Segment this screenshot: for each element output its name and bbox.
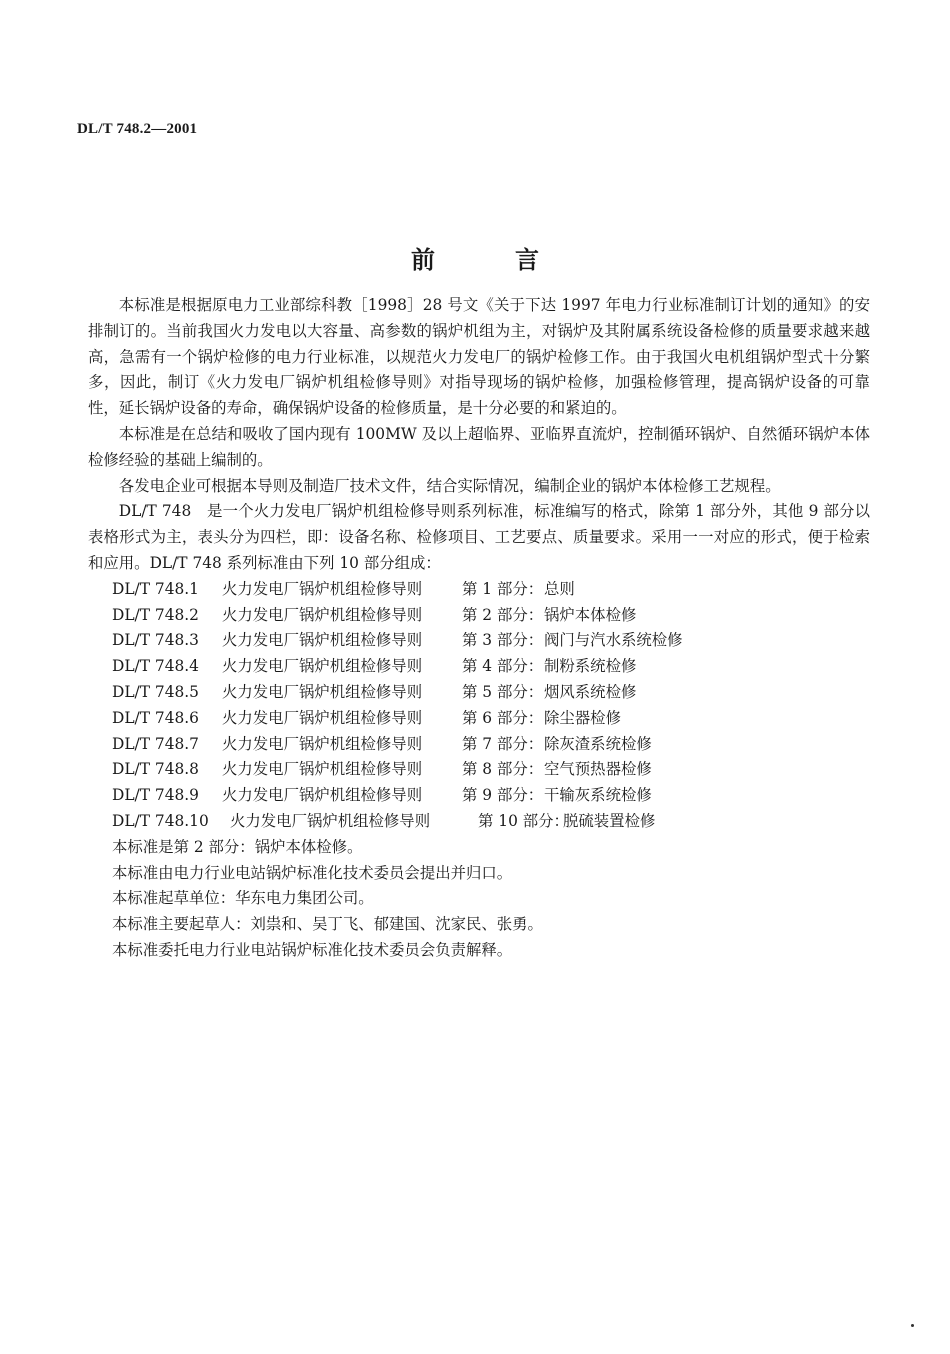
foreword-body [88,293,870,964]
part-number: 第 9 部分： [462,786,544,805]
part-code: DL/T 748.1 [112,579,199,598]
part-name: 火力发电厂锅炉机组检修导则 [222,734,423,753]
part-subject: 干输灰系统检修 [544,786,652,805]
part-subject: 烟风系统检修 [544,682,637,701]
part-number: 第 10 部分： [478,811,569,830]
list-item [88,809,870,835]
closing-statements [88,835,870,964]
part-number: 第 8 部分： [462,760,544,779]
paragraph: 本标准是在总结和吸收了国内现有 100MW 及以上超临界、亚临界直流炉，控制循环锅炉、自然循环锅炉本体检修经验的基础上编制的。 [88,424,870,469]
part-number: 第 4 部分： [462,657,544,676]
part-number: 第 7 部分： [462,734,544,753]
part-name: 火力发电厂锅炉机组检修导则 [222,605,423,624]
list-item [88,732,870,758]
part-name: 火力发电厂锅炉机组检修导则 [230,811,431,830]
part-number: 第 1 部分： [462,579,544,598]
page-title [0,240,950,275]
closing-line: 本标准主要起草人：刘祟和、吴丁飞、郁建国、沈家民、张勇。 [112,915,543,934]
part-code: DL/T 748.4 [112,657,199,676]
part-code: DL/T 748.5 [112,682,199,701]
part-code: DL/T 748.10 [112,811,209,830]
part-name: 火力发电厂锅炉机组检修导则 [222,682,423,701]
part-number: 第 5 部分： [462,682,544,701]
closing-line: 本标准由电力行业电站锅炉标准化技术委员会提出并归口。 [112,863,513,882]
paragraph: 本标准是根据原电力工业部综科教［1998］28 号文《关于下达 1997 年电力行业标准制订计划的通知》的安排制订的。当前我国火力发电以大容量、高参数的锅炉机组为主，对锅炉及其附属系统设备检修的质量要求越来越高，急需有一个锅炉检修的电力行业标准，以规范火力发电厂的锅炉检修工作。由于我国火电机组锅炉型式十分繁多，因此，制订《火力发电厂锅炉机组检修导则》对指导现场的锅炉检修，加强检修管理，提高锅炉设备的可靠性，延长锅炉设备的寿命，确保锅炉设备的检修质量，是十分必要的和紧迫的。 [88,296,870,418]
list-item [88,783,870,809]
part-code: DL/T 748.8 [112,760,199,779]
list-item [88,680,870,706]
document-id: DL/T 748.2—2001 [77,121,198,137]
list-item [88,654,870,680]
part-number: 第 6 部分： [462,708,544,727]
list-item [88,706,870,732]
closing-line: 本标准委托电力行业电站锅炉标准化技术委员会负责解释。 [112,940,513,959]
list-item [88,757,870,783]
title-char-2: 言 [515,246,539,274]
part-name: 火力发电厂锅炉机组检修导则 [222,631,423,650]
part-subject: 空气预热器检修 [544,760,652,779]
part-code: DL/T 748.2 [112,605,199,624]
part-name: 火力发电厂锅炉机组检修导则 [222,579,423,598]
part-code: DL/T 748.9 [112,786,199,805]
part-subject: 除尘器检修 [544,708,621,727]
part-subject: 脱硫装置检修 [563,811,656,830]
list-item [88,603,870,629]
closing-line: 本标准是第 2 部分：锅炉本体检修。 [112,837,363,856]
parts-list [88,577,870,835]
part-code: DL/T 748.6 [112,708,199,727]
part-subject: 除灰渣系统检修 [544,734,652,753]
part-name: 火力发电厂锅炉机组检修导则 [222,786,423,805]
closing-line: 本标准起草单位：华东电力集团公司。 [112,889,374,908]
paragraph: DL/T 748 是一个火力发电厂锅炉机组检修导则系列标准，标准编写的格式，除第 1 部分外，其他 9 部分以表格形式为主，表头分为四栏，即：设备名称、检修项目、工艺要点、质量要求。采用一一对应的形式，便于检索和应用。DL/T 748 系列标准由下列 10 部分组成： [88,502,870,572]
part-subject: 阀门与汽水系统检修 [544,631,683,650]
part-code: DL/T 748.7 [112,734,199,753]
part-number: 第 3 部分： [462,631,544,650]
part-name: 火力发电厂锅炉机组检修导则 [222,708,423,727]
title-char-1: 前 [411,246,435,274]
part-subject: 制粉系统检修 [544,657,637,676]
scan-speck [911,1324,914,1327]
part-name: 火力发电厂锅炉机组检修导则 [222,760,423,779]
part-name: 火力发电厂锅炉机组检修导则 [222,657,423,676]
part-subject: 总则 [544,579,575,598]
part-number: 第 2 部分： [462,605,544,624]
list-item [88,577,870,603]
part-code: DL/T 748.3 [112,631,199,650]
part-subject: 锅炉本体检修 [544,605,637,624]
list-item [88,628,870,654]
paragraph: 各发电企业可根据本导则及制造厂技术文件，结合实际情况，编制企业的锅炉本体检修工艺规程。 [118,476,781,495]
